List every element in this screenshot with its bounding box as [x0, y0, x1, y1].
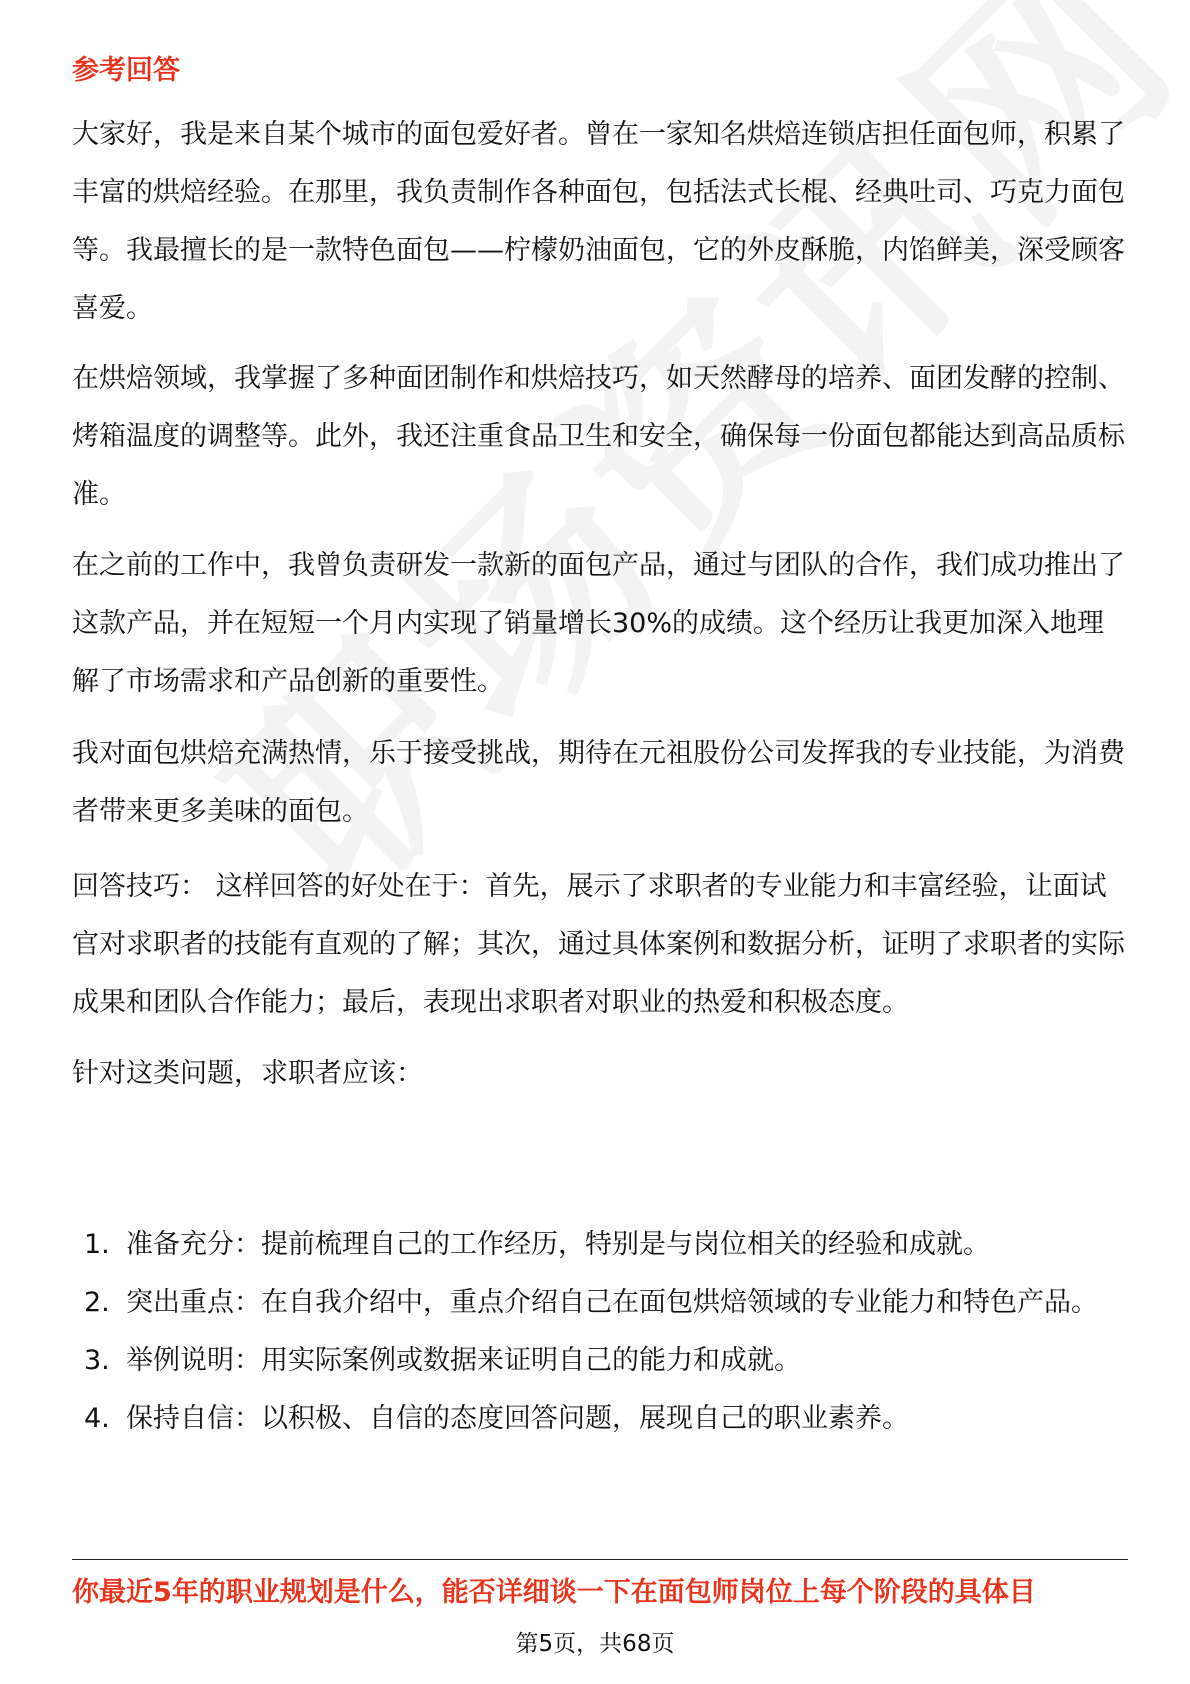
section-divider	[72, 1559, 1128, 1560]
answer-paragraph-intro: 大家好，我是来自某个城市的面包爱好者。曾在一家知名烘焙连锁店担任面包师，积累了丰富的烘焙经验。在那里，我负责制作各种面包，包括法式长棍、经典吐司、巧克力面包等。我最擅长的是一款特色面包——柠檬奶油面包，它的外皮酥脆，内馅鲜美，深受顾客喜爱。	[72, 119, 1125, 324]
list-item	[72, 1216, 1128, 1274]
list-number: 2.	[84, 1287, 110, 1318]
page-footer: 第5页，共68页	[515, 1631, 675, 1657]
list-text: 准备充分：提前梳理自己的工作经历，特别是与岗位相关的经验和成就。	[126, 1229, 990, 1260]
list-number: 3.	[84, 1345, 110, 1376]
answer-paragraph-skills: 在烘焙领域，我掌握了多种面团制作和烘焙技巧，如天然酵母的培养、面团发酵的控制、烤箱温度的调整等。此外，我还注重食品卫生和安全，确保每一份面包都能达到高品质标准。	[72, 363, 1125, 510]
answer-paragraph-closing: 我对面包烘焙充满热情，乐于接受挑战，期待在元祖股份公司发挥我的专业技能，为消费者带来更多美味的面包。	[72, 738, 1125, 827]
list-text: 举例说明：用实际案例或数据来证明自己的能力和成就。	[126, 1345, 801, 1376]
answer-paragraph-experience: 在之前的工作中，我曾负责研发一款新的面包产品，通过与团队的合作，我们成功推出了这款产品，并在短短一个月内实现了销量增长30%的成绩。这个经历让我更加深入地理解了市场需求和产品创新的重要性。	[72, 550, 1125, 697]
section-title: 参考回答	[72, 55, 180, 86]
answer-tips-paragraph: 回答技巧： 这样回答的好处在于：首先，展示了求职者的专业能力和丰富经验，让面试官对求职者的技能有直观的了解；其次，通过具体案例和数据分析，证明了求职者的实际成果和团队合作能力；最后，表现出求职者对职业的热爱和积极态度。	[72, 871, 1125, 1018]
list-item	[72, 1332, 1128, 1390]
list-item	[72, 1274, 1128, 1332]
list-item	[72, 1390, 1128, 1448]
list-number: 4.	[84, 1403, 110, 1434]
next-question-title: 你最近5年的职业规划是什么，能否详细谈一下在面包师岗位上每个阶段的具体目	[72, 1577, 1036, 1608]
list-number: 1.	[84, 1229, 110, 1260]
list-text: 突出重点：在自我介绍中，重点介绍自己在面包烘焙领域的专业能力和特色产品。	[126, 1287, 1098, 1318]
advice-intro: 针对这类问题，求职者应该：	[72, 1058, 423, 1089]
advice-list	[72, 1216, 1128, 1448]
list-text: 保持自信：以积极、自信的态度回答问题，展现自己的职业素养。	[126, 1403, 909, 1434]
